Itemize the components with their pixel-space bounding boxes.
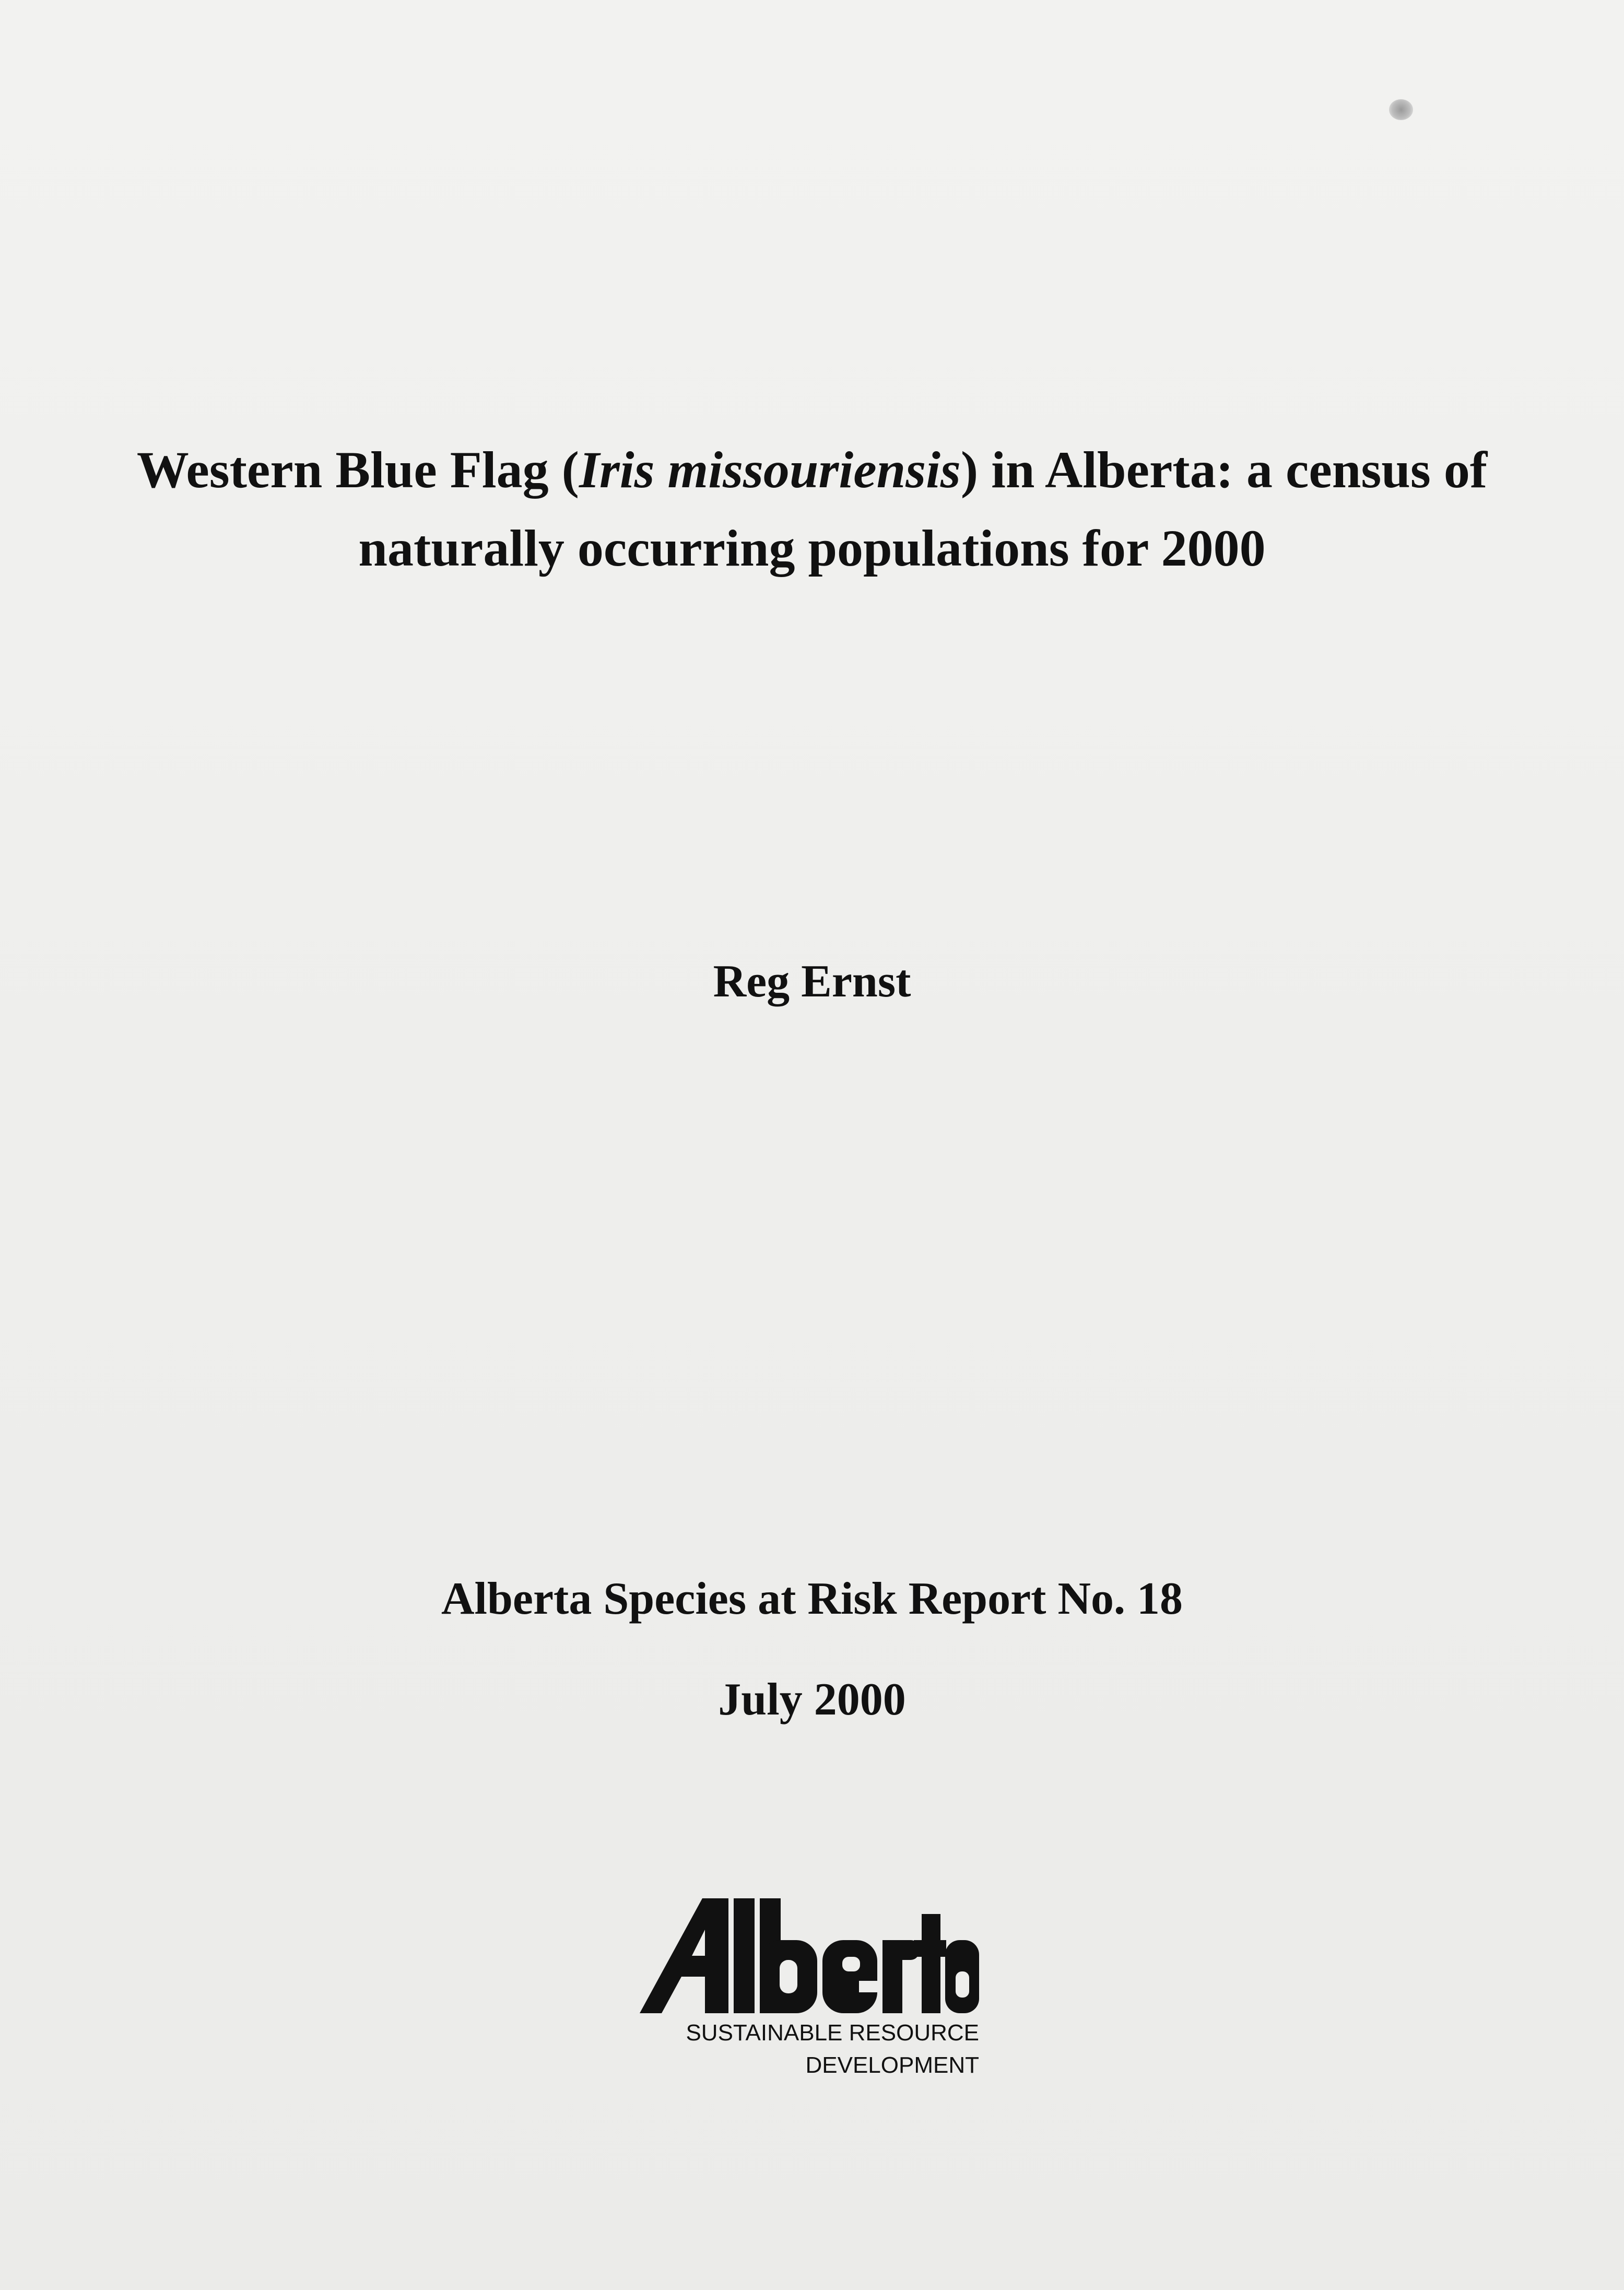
report-title [0, 431, 1624, 588]
alberta-wordmark-icon [640, 1893, 979, 2018]
title-suffix: ) in Alberta: a census of [960, 441, 1488, 499]
logo-subtitle-line-1: SUSTAINABLE RESOURCE [686, 2020, 979, 2046]
author-name: Reg Ernst [713, 956, 911, 1007]
report-series: Alberta Species at Risk Report No. 18 [441, 1573, 1183, 1624]
logo-subtitle-line-2: DEVELOPMENT [805, 2052, 979, 2078]
report-date: July 2000 [718, 1674, 906, 1725]
alberta-logo [640, 1893, 979, 2081]
title-species-italic: Iris missouriensis [579, 441, 961, 499]
scan-speck [1389, 99, 1413, 120]
title-prefix: Western Blue Flag ( [136, 441, 579, 499]
title-line-2: naturally occurring populations for 2000 [358, 519, 1266, 577]
title-line-1 [0, 431, 1624, 509]
